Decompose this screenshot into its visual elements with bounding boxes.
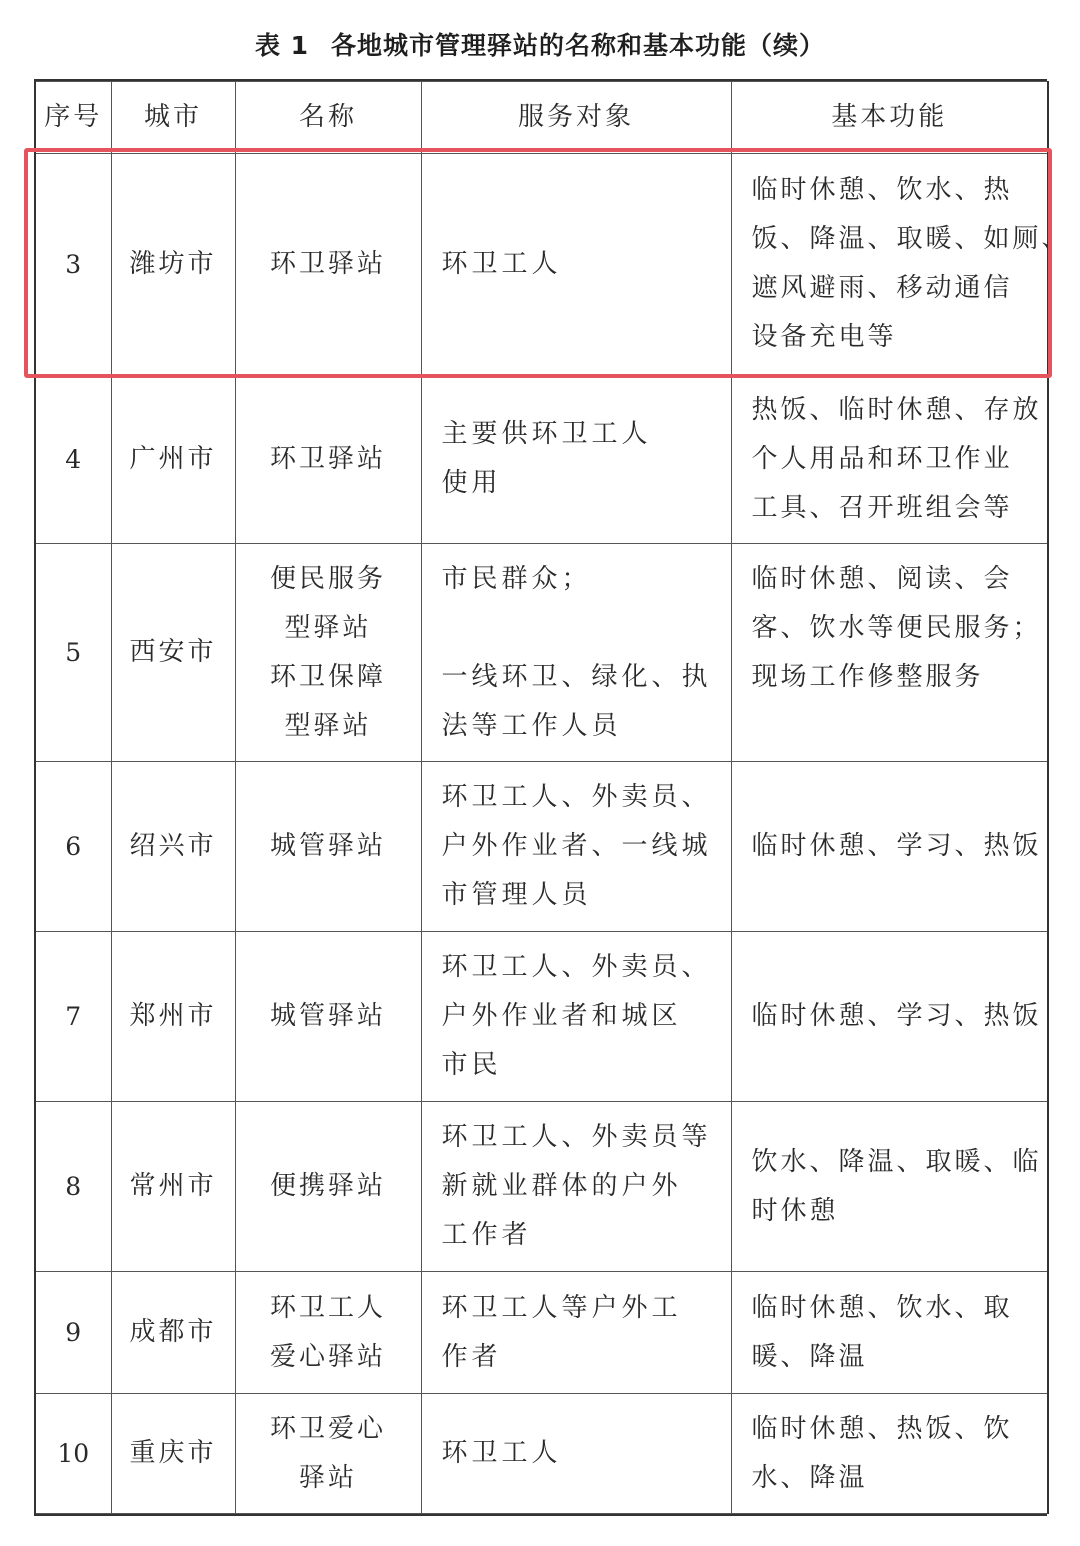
cell-basic-function: [731, 544, 1048, 762]
cell-serial: 7: [35, 932, 111, 1102]
cell-line: 市民: [441, 1050, 502, 1080]
cell-line: 型驿站: [284, 710, 372, 741]
cell-line: 暖、降温: [751, 1341, 868, 1372]
header-service-target: 服务对象: [421, 82, 731, 154]
cell-city: 郑州市: [111, 932, 235, 1102]
cell-line: 环卫工人: [441, 1438, 562, 1468]
cell-basic-function: [731, 375, 1048, 544]
cell-line: 工具、召开班组会等: [751, 492, 1013, 523]
cell-serial: 3: [35, 154, 111, 375]
cell-basic-function: [731, 154, 1071, 375]
cell-city: 成都市: [111, 1272, 235, 1394]
cell-line: 临时休憩、学习、热饭: [751, 1001, 1042, 1031]
cell-service-target: [421, 375, 731, 544]
table-caption-label: 表 1: [254, 31, 310, 60]
cell-service-target: [421, 1272, 731, 1394]
cell-serial: 4: [35, 375, 111, 544]
cell-service-target: [421, 544, 731, 762]
cell-city: 潍坊市: [111, 154, 235, 375]
cell-line: 户外作业者和城区: [441, 1001, 682, 1031]
cell-line: 临时休憩、饮水、取: [751, 1292, 1013, 1323]
cell-line: 客、饮水等便民服务；: [751, 612, 1042, 643]
cell-line: 市管理人员: [441, 880, 592, 910]
cell-service-target: [421, 762, 731, 932]
cell-line: 遮风避雨、移动通信: [751, 273, 1013, 303]
cell-line: 水、降温: [751, 1462, 868, 1493]
cell-line: 一线环卫、绿化、执: [441, 661, 712, 692]
cell-city: 常州市: [111, 1102, 235, 1272]
table-row: [35, 1102, 1048, 1272]
cell-line: 城管驿站: [269, 1001, 386, 1031]
cell-basic-function: [731, 762, 1048, 932]
cell-station-name: [235, 1394, 421, 1514]
cell-line: 新就业群体的户外: [441, 1171, 682, 1201]
cell-line: 便携驿站: [269, 1171, 386, 1201]
cell-line: 使用: [441, 468, 502, 498]
cell-service-target: [421, 154, 731, 375]
cell-line: 环卫工人: [441, 248, 562, 279]
cell-line: 饭、降温、取暖、如厕、: [751, 224, 1071, 254]
cell-serial: 5: [35, 544, 111, 762]
table-row: [35, 154, 1048, 375]
cell-serial: 9: [35, 1272, 111, 1394]
cell-line: 个人用品和环卫作业: [751, 443, 1013, 474]
table-row: [35, 375, 1048, 544]
cell-line: 作者: [441, 1341, 502, 1372]
table-body: [35, 154, 1071, 1514]
cell-basic-function: [731, 1102, 1048, 1272]
header-serial: 序号: [35, 82, 111, 154]
cell-line: 临时休憩、饮水、热: [751, 175, 1013, 205]
station-table-frame: [34, 79, 1071, 1516]
station-table: [34, 81, 1071, 1514]
cell-line: 时休憩: [751, 1195, 839, 1226]
cell-city: 绍兴市: [111, 762, 235, 932]
cell-basic-function: [731, 1394, 1048, 1514]
table-caption-text: 各地城市管理驿站的名称和基本功能（续）: [331, 31, 826, 60]
cell-station-name: [235, 932, 421, 1102]
cell-line: 城管驿站: [269, 831, 386, 861]
cell-basic-function: [731, 1272, 1048, 1394]
cell-line: 环卫工人、外卖员、: [441, 952, 712, 982]
cell-line: 环卫工人: [269, 1292, 386, 1323]
cell-line: 市民群众；: [441, 563, 592, 594]
header-name: 名称: [235, 82, 421, 154]
cell-line: 爱心驿站: [269, 1341, 386, 1372]
table-row: [35, 1272, 1048, 1394]
cell-service-target: [421, 932, 731, 1102]
cell-station-name: [235, 1102, 421, 1272]
cell-line: 驿站: [298, 1462, 357, 1493]
cell-line: 法等工作人员: [441, 710, 622, 741]
cell-station-name: [235, 1272, 421, 1394]
cell-city: 广州市: [111, 375, 235, 544]
table-row: [35, 1394, 1048, 1514]
cell-line: 主要供环卫工人: [441, 419, 652, 449]
table-row: [35, 762, 1048, 932]
cell-line: 环卫驿站: [269, 248, 386, 279]
table-header-row: [35, 82, 1048, 154]
cell-line: 环卫工人、外卖员等: [441, 1122, 712, 1152]
cell-city: 西安市: [111, 544, 235, 762]
cell-line: 饮水、降温、取暖、临: [751, 1146, 1042, 1177]
cell-line: 环卫驿站: [269, 443, 386, 474]
cell-serial: 10: [35, 1394, 111, 1514]
header-basic-function: 基本功能: [731, 82, 1048, 154]
cell-serial: 6: [35, 762, 111, 932]
cell-line: 环卫爱心: [269, 1413, 386, 1444]
cell-city: 重庆市: [111, 1394, 235, 1514]
header-city: 城市: [111, 82, 235, 154]
cell-line: 临时休憩、热饭、饮: [751, 1413, 1013, 1444]
cell-line: 环卫保障: [269, 661, 386, 692]
cell-line: [442, 604, 715, 653]
cell-line: 便民服务: [269, 563, 386, 594]
cell-line: 临时休憩、学习、热饭: [751, 831, 1042, 861]
table-row: [35, 544, 1048, 762]
cell-station-name: [235, 762, 421, 932]
table-caption: [0, 26, 1080, 62]
cell-line: 环卫工人等户外工: [441, 1292, 682, 1323]
cell-station-name: [235, 375, 421, 544]
cell-line: 工作者: [441, 1220, 532, 1250]
cell-line: [752, 702, 1032, 751]
cell-service-target: [421, 1102, 731, 1272]
table-row: [35, 932, 1048, 1102]
cell-serial: 8: [35, 1102, 111, 1272]
cell-service-target: [421, 1394, 731, 1514]
cell-line: 设备充电等: [751, 322, 897, 352]
cell-line: 热饭、临时休憩、存放: [751, 394, 1042, 425]
cell-line: 现场工作修整服务: [751, 661, 984, 692]
cell-station-name: [235, 154, 421, 375]
cell-line: 临时休憩、阅读、会: [751, 563, 1013, 594]
cell-line: 型驿站: [284, 612, 372, 643]
cell-line: 户外作业者、一线城: [441, 831, 712, 861]
cell-line: 环卫工人、外卖员、: [441, 782, 712, 812]
cell-station-name: [235, 544, 421, 762]
cell-basic-function: [731, 932, 1048, 1102]
